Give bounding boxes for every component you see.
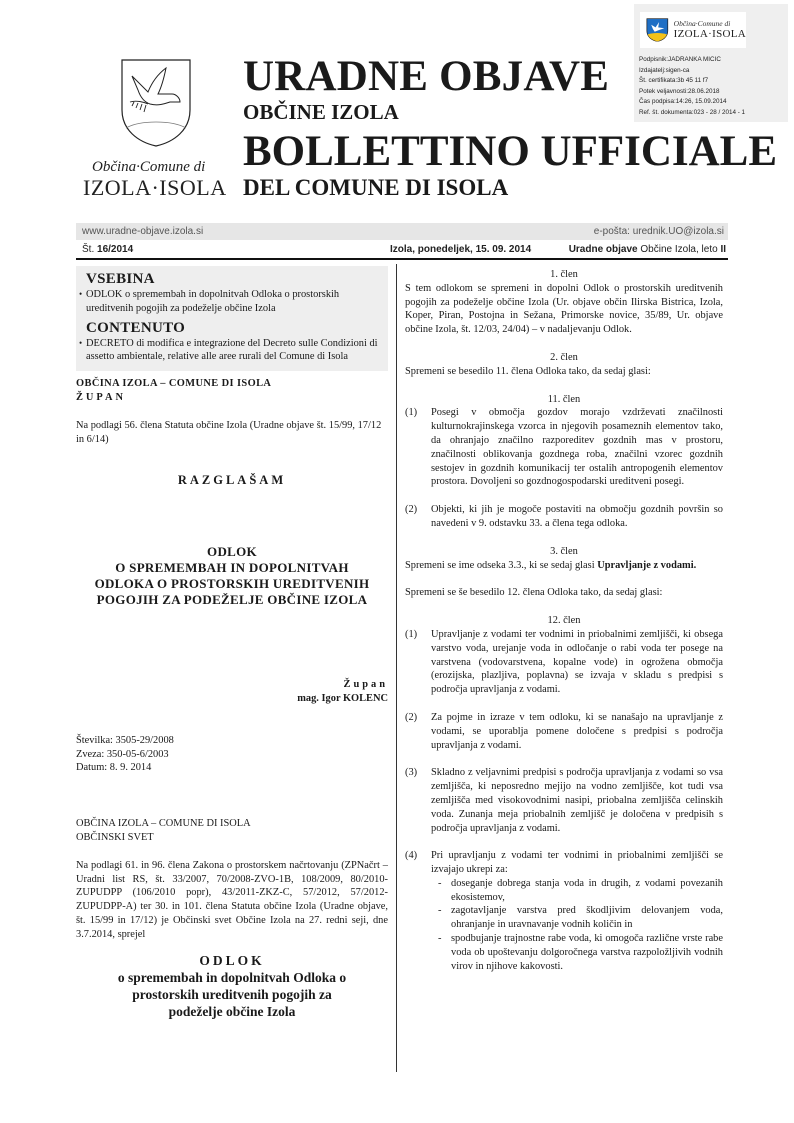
odlok-title-main: ODLOK xyxy=(199,952,265,968)
toc-item-it[interactable]: • DECRETO di modifica e integrazione del Decreto sulle Condizioni di assetto ambientale, relative alle aree rurali del Comune di Isola xyxy=(80,337,382,365)
article-12-paragraph xyxy=(405,628,723,697)
article-12-paragraph xyxy=(405,711,723,752)
paragraph-number: (4) xyxy=(405,850,418,862)
paragraph-number: (2) xyxy=(405,711,418,723)
masthead-subtitle-sl: OBČINE IZOLA xyxy=(243,100,399,124)
legal-basis-council: Na podlagi 61. in 96. člena Zakona o prostorskem načrtovanju (ZPNačrt – Uradni list RS, št. 33/2007, 70/2008-ZVO-1B, 108/2009, 80/2010-ZUPUDPP (106/2010 popr), 43/2011-ZKZ-C, 57/2012, 57/2012-ZUPUDPP-A) ter 30. in 101. člena Statuta občine Izola (Uradne objave, št. 15/99 in 17/12) je Občinski svet Občine Izola na 27. redni seji, dne 3.7.2014, sprejel xyxy=(76,859,388,940)
signature-details xyxy=(639,55,745,119)
signature-issuer: Izdajatelj:sigen-ca xyxy=(639,66,690,74)
measure-item: - spodbujanje trajnostne rabe voda, ki omogoča različne vrste rabe voda ob upoštevanju dolgoročnega varstva razpoložljivih vodnih virov in njihove kakovosti. xyxy=(431,932,723,973)
ref-link: Zveza: 350-05-6/2003 xyxy=(76,748,169,760)
issue-number xyxy=(82,244,133,255)
article-3-lead: Spremeni se ime odseka 3.3., ki se sedaj glasi xyxy=(405,559,598,571)
signer-name: mag. Igor KOLENC xyxy=(297,692,388,704)
decree-title-line: O SPREMEMBAH IN DOPOLNITVAH xyxy=(115,560,349,576)
paragraph-number: (1) xyxy=(405,628,418,640)
odlok-title-line: prostorskih ureditvenih pogojih za xyxy=(132,986,332,1002)
article-12-paragraph xyxy=(405,766,723,835)
email-link[interactable]: e-pošta: urednik.UO@izola.si xyxy=(593,226,724,237)
odlok-title xyxy=(76,952,388,1020)
article-2-text: Spremeni se besedilo 11. člena Odloka tako, da sedaj glasi: xyxy=(405,365,651,377)
digital-signature-box xyxy=(634,4,788,122)
masthead-title-sl: URADNE OBJAVE xyxy=(243,53,610,100)
publication-year: II xyxy=(720,244,726,255)
paragraph-number: (3) xyxy=(405,767,418,779)
odlok-title-line: podeželje občine Izola xyxy=(168,1003,296,1019)
article-heading: 11. člen xyxy=(547,393,581,405)
article-3-section-name: Upravljanje z vodami. xyxy=(597,559,697,571)
signature-signer: Podpisnik:JADRANKA MICIC xyxy=(639,56,721,63)
crest-caption-line1: Občina·Comune di xyxy=(92,159,206,175)
signature-validity: Potek veljavnosti:28.06.2018 xyxy=(639,87,720,95)
publication-name: Uradne objave xyxy=(568,244,638,255)
decree-title-line: ODLOK xyxy=(207,544,257,560)
issuer-role: ŽUPAN xyxy=(76,391,127,403)
legal-basis-mayor: Na podlagi 56. člena Statuta občine Izola (Uradne objave št. 15/99, 17/12 in 6/14) xyxy=(76,419,382,445)
article-3-text xyxy=(405,559,723,573)
signature-logo-line2: IZOLA·ISOLA xyxy=(673,27,746,40)
table-of-contents xyxy=(76,266,388,371)
signature-certificate: Št. certifikata:3b 45 11 f7 xyxy=(639,77,709,85)
decree-title-line: POGOJIH ZA PODEŽELJE OBČINE IZOLA xyxy=(96,592,368,608)
paragraph-number: (2) xyxy=(405,504,418,516)
article-heading: 3. člen xyxy=(550,545,578,557)
paragraph-text: Skladno z veljavnimi predpisi s področja upravljanja z vodami so vsa zemljišča, ki neposredno mejijo na vodno zemljišče, kot tudi vsa zemljišča med visokovodnimi nasipi, priobalna zemljišča celinskih voda. Zunanja meja priobalnih zemljišč je določena v predpisih s področja upravljanja z vodami. xyxy=(431,767,723,834)
article-heading: 2. člen xyxy=(550,351,578,363)
ref-number: Številka: 3505-29/2008 xyxy=(76,734,174,746)
measure-item: - doseganje dobrega stanja voda in drugih, z vodami povezanih ekosistemov, xyxy=(431,877,723,905)
paragraph-text: Upravljanje z vodami ter vodnimi in priobalnimi zemljišči, ki obsega varstvo voda, urejanje voda in odločanje o rabi voda ter posege na varstvena (vodovarstvena, kopalne vode) in ogrožena območja (erozijska, plazljiva, poplavna) se izvaja v skladu s predpisi s področja upravljanja z vodami. xyxy=(431,628,723,696)
municipality-shield-icon xyxy=(646,16,669,44)
paragraph-text: Objekti, ki jih je mogoče postaviti na območju gozdnih površin so navedeni v 9. odstavku 33. a člena tega odloka. xyxy=(431,504,723,529)
article-1-text: S tem odlokom se spremeni in dopolni Odlok o prostorskih ureditvenih pogojih za podeželje občine Izola (Ur. objave občin Ilirska Bistrica, Izola, Koper, Piran, Postojna in Sežana, Primorske novice, 35/89, Ur. objave občine Izola, št. 12/03, 24/04) – v nadaljevanju Odlok. xyxy=(405,282,723,336)
issue-value: 16/2014 xyxy=(97,244,134,255)
masthead-title-it: BOLLETTINO UFFICIALE xyxy=(243,128,778,175)
signature-logo xyxy=(640,12,746,48)
website-link[interactable]: www.uradne-objave.izola.si xyxy=(82,226,204,237)
issue-prefix: Št. xyxy=(82,244,98,255)
article-11-paragraph xyxy=(405,503,723,531)
masthead-subtitle-it: DEL COMUNE DI ISOLA xyxy=(243,175,509,200)
issue-date: Izola, ponedeljek, 15. 09. 2014 xyxy=(390,244,532,255)
column-divider xyxy=(396,264,397,1072)
decree-title-line: ODLOKA O PROSTORSKIH UREDITVENIH xyxy=(94,576,370,592)
crest-caption-line2: IZOLA·ISOLA xyxy=(83,175,227,200)
contact-bar xyxy=(76,223,728,240)
left-column xyxy=(76,266,388,1020)
signature-logo-line1: Občina·Comune di xyxy=(673,19,731,29)
issue-bar xyxy=(76,242,728,260)
paragraph-text: Posegi v območja gozdov morajo vzdrževati značilnosti kulturnokrajinskega vzorca in njegovih posameznih elementov tako, da ohranjajo značilno razporeditev gozdnih mas v prostoru, značilnosti oblikovanja gozdnega roba, značilni vzorec gozdnih sestojev in gozdnih komunikacij ter ostalih antropogenih elementov prostora. Dovoljeni so gozdnogospodarski ureditveni posegi. xyxy=(431,407,723,488)
measure-item: - zagotavljanje varstva pred škodljivim delovanjem voda, ohranjanje in uravnavanje vodnih količin in xyxy=(431,904,723,932)
toc-heading-it: CONTENUTO xyxy=(86,319,186,336)
signature-reference: Ref. št. dokumenta:023 - 28 / 2014 - 1 xyxy=(639,108,746,116)
article-11-paragraph xyxy=(405,406,723,489)
dove-crest-icon xyxy=(118,58,194,148)
signature-time: Čas podpisa:14:26, 15.09.2014 xyxy=(639,98,727,106)
council-org: OBČINA IZOLA – COMUNE DI ISOLA xyxy=(76,818,251,830)
paragraph-text: Za pojme in izraze v tem odloku, ki se nanašajo na upravljanje z vodami, se uporablja pomene določene s predpisi s področja upravljanja z vodami. xyxy=(431,711,723,751)
article-heading: 1. člen xyxy=(550,269,578,280)
ref-date: Datum: 8. 9. 2014 xyxy=(76,762,152,774)
toc-heading-sl: VSEBINA xyxy=(86,271,155,287)
publication-rest: Občine Izola, leto xyxy=(637,244,721,255)
publication-info xyxy=(569,244,726,255)
toc-item-sl[interactable]: • ODLOK o spremembah in dopolnitvah Odloka o prostorskih ureditvenih pogojih za podeželje občine Izola xyxy=(80,288,382,316)
issuer-org: OBČINA IZOLA – COMUNE DI ISOLA xyxy=(76,378,272,390)
odlok-title-line: o spremembah in dopolnitvah Odloka o xyxy=(117,969,347,985)
article-heading: 12. člen xyxy=(547,615,581,627)
right-column xyxy=(405,268,723,973)
proclamation: RAZGLAŠAM xyxy=(177,473,287,488)
decree-title xyxy=(76,544,388,608)
paragraph-number: (1) xyxy=(405,407,418,419)
article-12-paragraph xyxy=(405,849,723,973)
article-3-text2: Spremeni se še besedilo 12. člena Odloka tako, da sedaj glasi: xyxy=(405,587,663,599)
council-role: OBČINSKI SVET xyxy=(76,831,154,843)
signer-role: Župan xyxy=(343,679,388,691)
paragraph-text: Pri upravljanju z vodami ter vodnimi in priobalnimi zemljišči se izvajajo ukrepi za: xyxy=(431,850,723,876)
